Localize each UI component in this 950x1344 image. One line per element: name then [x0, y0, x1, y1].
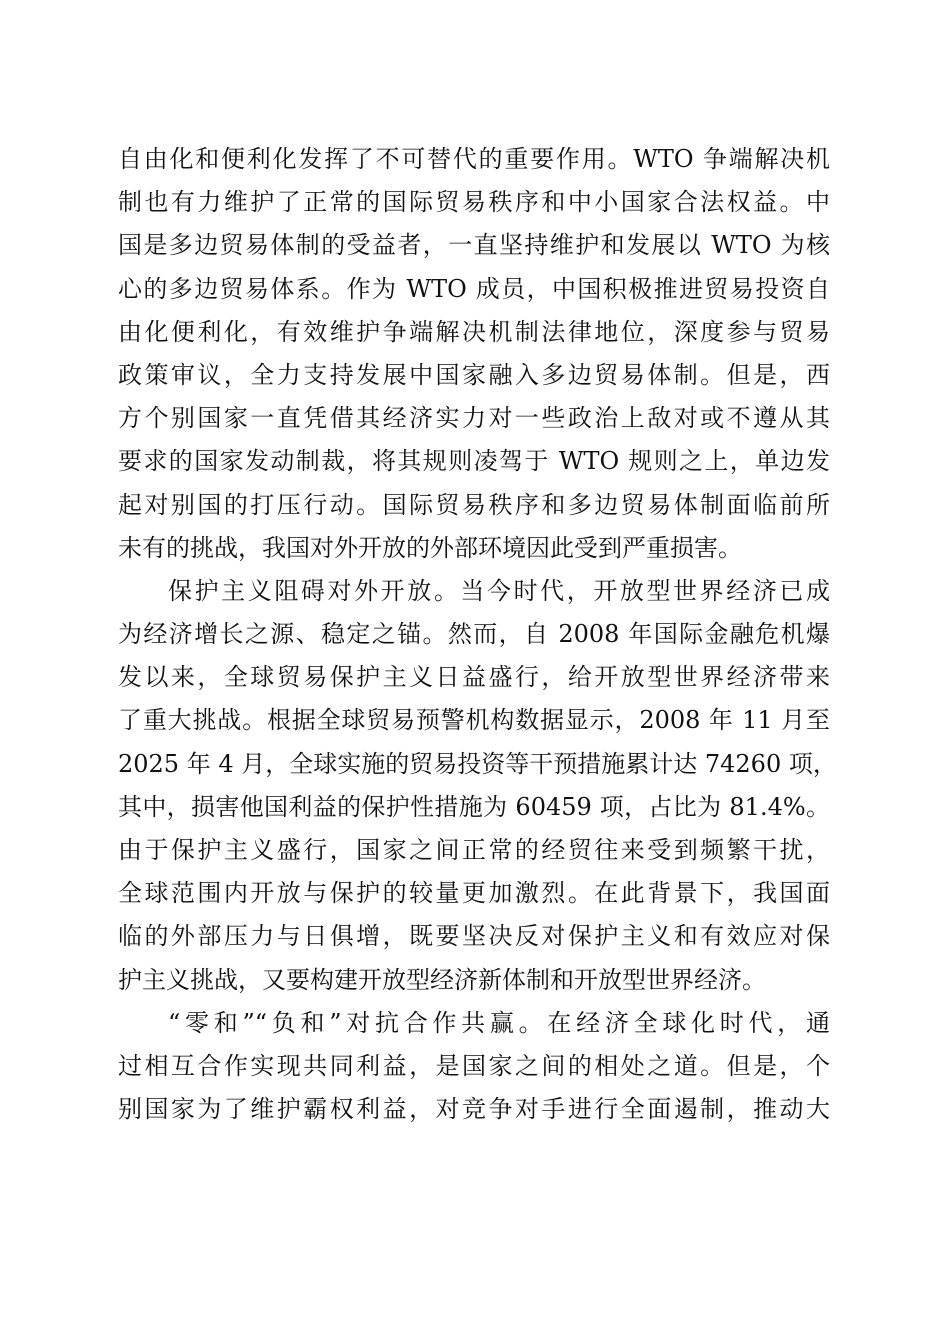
paragraph-2-line-9: 临的外部压力与日俱增，既要坚决反对保护主义和有效应对保	[118, 922, 830, 951]
paragraph-2-line-5: 2025 年 4 月，全球实施的贸易投资等干预措施累计达 74260 项，	[118, 749, 837, 778]
paragraph-3-line-3: 别国家为了维护霸权利益，对竞争对手进行全面遏制，推动大	[118, 1095, 830, 1124]
paragraph-2-line-3: 发以来，全球贸易保护主义日益盛行，给开放型世界经济带来	[118, 663, 830, 692]
paragraph-2-line-4: 了重大挑战。根据全球贸易预警机构数据显示，2008 年 11 月至	[118, 706, 830, 735]
paragraph-1-line-5: 由化便利化，有效维护争端解决机制法律地位，深度参与贸易	[118, 317, 830, 346]
paragraph-2-line-2: 为经济增长之源、稳定之锚。然而，自 2008 年国际金融危机爆	[118, 620, 830, 649]
paragraph-1-line-10: 未有的挑战，我国对外开放的外部环境因此受到严重损害。	[118, 533, 742, 562]
paragraph-1-line-3: 国是多边贸易体制的受益者，一直坚持维护和发展以 WTO 为核	[118, 231, 830, 260]
paragraph-3-line-2: 过相互合作实现共同利益，是国家之间的相处之道。但是，个	[118, 1051, 830, 1080]
paragraph-1-line-1: 自由化和便利化发挥了不可替代的重要作用。WTO 争端解决机	[118, 145, 830, 173]
paragraph-2-line-7: 由于保护主义盛行，国家之间正常的经贸往来受到频繁干扰，	[118, 836, 830, 864]
paragraph-1-line-6: 政策审议，全力支持发展中国家融入多边贸易体制。但是，西	[118, 360, 830, 389]
paragraph-1-line-9: 起对别国的打压行动。国际贸易秩序和多边贸易体制面临前所	[118, 490, 830, 519]
paragraph-1-line-7: 方个别国家一直凭借其经济实力对一些政治上敌对或不遵从其	[118, 404, 830, 433]
paragraph-1-line-4: 心的多边贸易体系。作为 WTO 成员，中国积极推进贸易投资自	[118, 274, 830, 303]
paragraph-2-line-6: 其中，损害他国利益的保护性措施为 60459 项，占比为 81.4%。	[118, 792, 830, 821]
paragraph-2-line-1: 保护主义阻碍对外开放。当今时代，开放型世界经济已成	[168, 576, 830, 605]
paragraph-2-line-8: 全球范围内开放与保护的较量更加激烈。在此背景下，我国面	[118, 879, 830, 908]
paragraph-1-line-2: 制也有力维护了正常的国际贸易秩序和中小国家合法权益。中	[118, 188, 830, 217]
paragraph-1-line-8: 要求的国家发动制裁，将其规则凌驾于 WTO 规则之上，单边发	[118, 447, 830, 476]
paragraph-3-line-1: “零和”“负和”对抗合作共赢。在经济全球化时代，通	[168, 1008, 830, 1037]
paragraph-2-line-10: 护主义挑战，又要构建开放型经济新体制和开放型世界经济。	[118, 965, 766, 994]
body-text	[118, 138, 837, 1131]
